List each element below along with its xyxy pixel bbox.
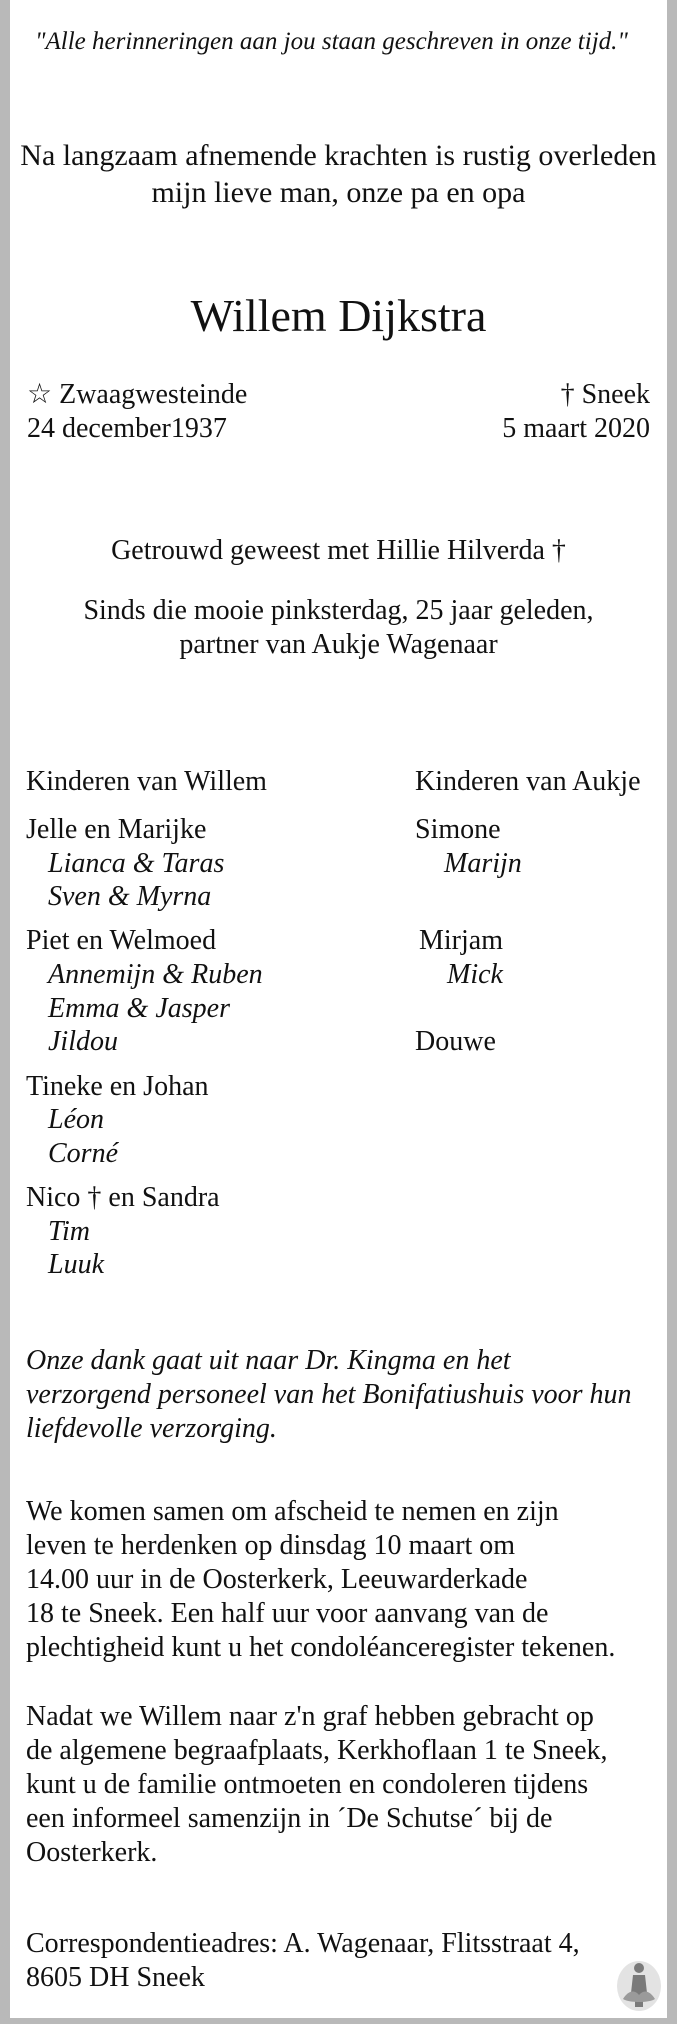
grandchild-name: Jildou [48, 1026, 118, 1057]
grandchild-name: Sven & Myrna [48, 881, 212, 912]
intro-text [0, 137, 677, 211]
parents-name: Piet en Welmoed [26, 925, 217, 956]
burial-line: Nadat we Willem naar z'n graf hebben gebracht op [26, 1701, 594, 1732]
birth-place: ☆ Zwaagwesteinde [27, 379, 248, 410]
burial-line: kunt u de familie ontmoeten en condoleren tijdens [26, 1769, 589, 1800]
grandchild-name: Tim [48, 1216, 91, 1247]
children-aukje-header: Kinderen van Aukje [415, 766, 641, 797]
correspondence-line: Correspondentieadres: A. Wagenaar, Flitsstraat 4, [26, 1928, 580, 1959]
burial-line: de algemene begraafplaats, Kerkhoflaan 1 te Sneek, [26, 1735, 608, 1766]
ceremony-line: 14.00 uur in de Oosterkerk, Leeuwarderkade [26, 1564, 528, 1595]
burial-line: een informeel samenzijn in ´De Schutse´ bij de [26, 1803, 553, 1834]
grandchild-name: Marijn [444, 848, 522, 879]
parents-name: Douwe [415, 1026, 496, 1057]
death-place: † Sneek [560, 379, 650, 410]
ceremony-line: 18 te Sneek. Een half uur voor aanvang van de [26, 1598, 549, 1629]
partner-line: Sinds die mooie pinksterdag, 25 jaar geleden, [83, 595, 594, 626]
married-text: Getrouwd geweest met Hillie Hilverda † [111, 535, 566, 566]
grandchild-name: Luuk [48, 1249, 104, 1280]
death-date: 5 maart 2020 [502, 413, 650, 444]
grandchild-name: Emma & Jasper [48, 993, 230, 1024]
thanks-line: liefdevolle verzorging. [26, 1413, 277, 1444]
grandchild-name: Lianca & Taras [48, 848, 225, 879]
partner-line: partner van Aukje Wagenaar [179, 629, 498, 660]
parents-name: Simone [415, 814, 501, 845]
parents-name: Nico † en Sandra [26, 1182, 220, 1213]
parents-name: Mirjam [419, 925, 503, 956]
children-willem-header: Kinderen van Willem [26, 766, 267, 797]
correspondence-line: 8605 DH Sneek [26, 1962, 205, 1993]
thanks-line: verzorgend personeel van het Bonifatiushuis voor hun [26, 1379, 632, 1410]
correspondence-address [26, 1927, 656, 1995]
thanks-paragraph [26, 1344, 656, 1446]
opening-quote: "Alle herinneringen aan jou staan geschreven in onze tijd." [35, 28, 628, 55]
intro-line: mijn lieve man, onze pa en opa [151, 176, 526, 209]
partner-text [0, 594, 677, 662]
thanks-line: Onze dank gaat uit naar Dr. Kingma en het [26, 1345, 511, 1376]
parents-name: Tineke en Johan [26, 1071, 209, 1102]
grandchild-name: Léon [48, 1104, 104, 1135]
parents-name: Jelle en Marijke [26, 814, 207, 845]
burial-paragraph [26, 1700, 656, 1870]
ceremony-line: plechtigheid kunt u het condoléanceregister tekenen. [26, 1632, 616, 1663]
grandchild-name: Corné [48, 1138, 118, 1169]
deceased-name: Willem Dijkstra [190, 290, 487, 341]
ceremony-line: leven te herdenken op dinsdag 10 maart om [26, 1530, 516, 1561]
grandchild-name: Annemijn & Ruben [48, 959, 263, 990]
ceremony-paragraph [26, 1495, 656, 1665]
birth-date: 24 december1937 [27, 413, 227, 444]
ceremony-line: We komen samen om afscheid te nemen en zijn [26, 1496, 559, 1527]
memorial-logo-icon [614, 1955, 664, 2013]
burial-line: Oosterkerk. [26, 1837, 158, 1868]
intro-line: Na langzaam afnemende krachten is rustig overleden [20, 139, 657, 172]
grandchild-name: Mick [447, 959, 503, 990]
